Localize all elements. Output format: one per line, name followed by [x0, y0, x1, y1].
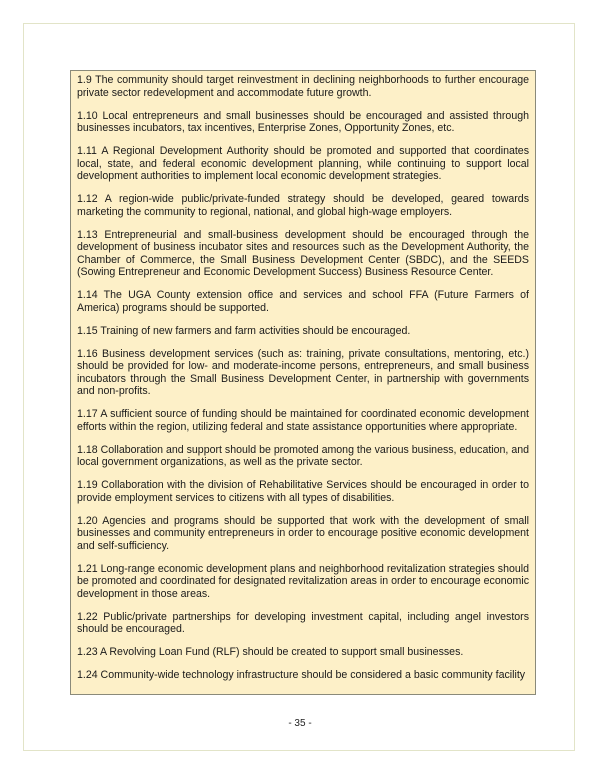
policy-1-13: 1.13 Entrepreneurial and small-business development should be encouraged through the development of business incubator sites and resources such as the Development Authority, the Chamber of Commerce, the Small Business Development Center (SBDC), and the SEEDS (Sowing Entrepreneur and Economic Development Success) Business Resource Center.: [77, 228, 529, 278]
policy-1-22: 1.22 Public/private partnerships for developing investment capital, including angel investors should be encouraged.: [77, 610, 529, 635]
policy-1-16: 1.16 Business development services (such as: training, private consultations, mentoring, etc.) should be provided for low- and moderate-income persons, entrepreneurs, and small business incubators through the Small Business Development Center, in partnership with governments and non-profits.: [77, 347, 529, 397]
page-number: - 35 -: [288, 718, 312, 729]
policy-1-24: 1.24 Community-wide technology infrastructure should be considered a basic community facility: [77, 669, 526, 681]
policy-1-12: 1.12 A region-wide public/private-funded strategy should be developed, geared towards marketing the community to regional, national, and global high-wage employers.: [77, 193, 529, 218]
policy-1-11: 1.11 A Regional Development Authority should be promoted and supported that coordinates local, state, and federal economic development planning, while continuing to support local development authorities to implement local economic development strategies.: [77, 145, 529, 182]
policy-1-18: 1.18 Collaboration and support should be promoted among the various business, education, and local government organizations, as well as the private sector.: [77, 443, 529, 468]
policy-1-21: 1.21 Long-range economic development plans and neighborhood revitalization strategies should be promoted and coordinated for designated revitalization areas in order to encourage economic development in those areas.: [77, 562, 529, 600]
policy-1-17: 1.17 A sufficient source of funding should be maintained for coordinated economic development efforts within the region, utilizing federal and state assistance opportunities where appropriate.: [77, 408, 529, 433]
policy-1-10: 1.10 Local entrepreneurs and small businesses should be encouraged and assisted through businesses incubators, tax incentives, Enterprise Zones, Opportunity Zones, etc.: [77, 109, 529, 134]
policy-1-9: 1.9 The community should target reinvestment in declining neighborhoods to further encourage private sector redevelopment and accommodate future growth.: [77, 74, 529, 99]
policy-1-23: 1.23 A Revolving Loan Fund (RLF) should be created to support small businesses.: [77, 646, 464, 658]
policy-1-15: 1.15 Training of new farmers and farm activities should be encouraged.: [77, 324, 411, 337]
policy-1-19: 1.19 Collaboration with the division of Rehabilitative Services should be encouraged in order to provide employment services to citizens with all types of disabilities.: [77, 479, 529, 504]
policy-box: [70, 70, 536, 695]
policy-1-20: 1.20 Agencies and programs should be supported that work with the development of small businesses and community entrepreneurs in order to encourage positive economic development and self-sufficiency.: [77, 514, 529, 552]
policy-1-14: 1.14 The UGA County extension office and services and school FFA (Future Farmers of America) programs should be supported.: [77, 289, 529, 314]
